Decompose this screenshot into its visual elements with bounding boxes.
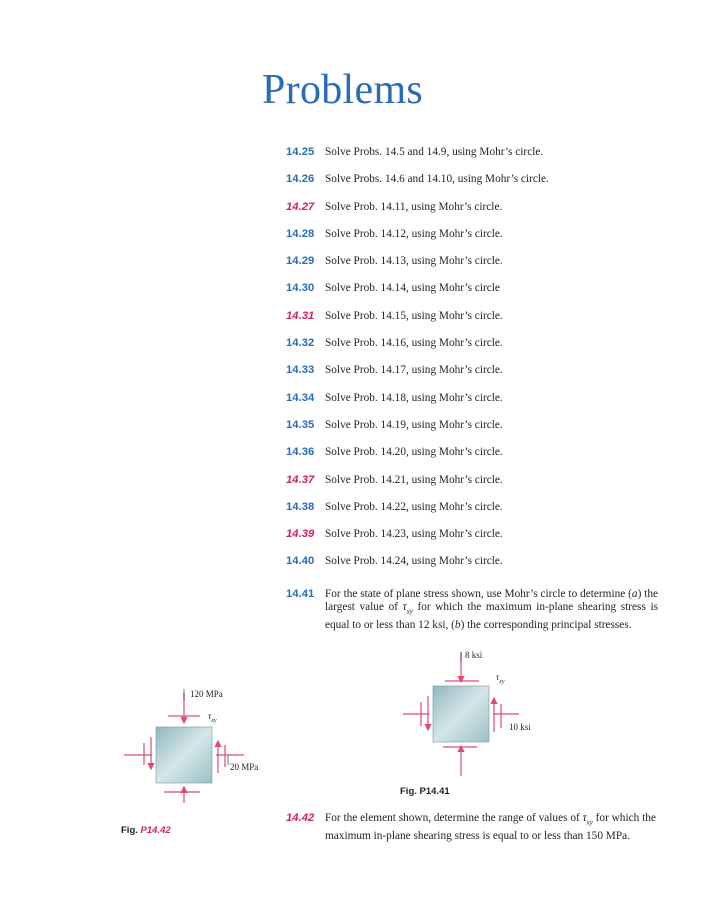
problem-number: 14.35 — [286, 418, 315, 431]
problem-text: Solve Prob. 14.15, using Mohr’s circle. — [325, 309, 503, 322]
problem-item — [286, 310, 658, 337]
problem-item — [286, 446, 658, 473]
problem-text: For the state of plane stress shown, use Mohr’s circle to determine (a) the largest value of $\tau_{xy}$ for which the maximum in-plane shearing stress is equal to or less than 12 ksi, (b) the corresponding principal stresses. — [325, 588, 658, 632]
fig42-caption: Fig. P14.42 — [121, 825, 171, 836]
fig41-top-label: 8 ksi — [465, 650, 483, 660]
problem-item — [286, 419, 658, 446]
problem-list — [286, 146, 658, 583]
problem-text: Solve Prob. 14.23, using Mohr’s circle. — [325, 528, 503, 541]
problem-item — [286, 501, 658, 528]
problem-14-41 — [286, 588, 658, 632]
problem-text: Solve Prob. 14.20, using Mohr’s circle. — [325, 446, 503, 459]
fig42-tau-label: $\tau_{xy}$ — [208, 711, 217, 724]
problem-text: Solve Prob. 14.22, using Mohr’s circle. — [325, 500, 503, 513]
problem-number: 14.32 — [286, 337, 315, 350]
problem-item — [286, 201, 658, 228]
problem-item — [286, 364, 658, 391]
problem-text: Solve Prob. 14.12, using Mohr’s circle. — [325, 227, 503, 240]
problem-number: 14.41 — [286, 588, 315, 600]
problem-item — [286, 282, 658, 309]
fig42-side-label: 20 MPa — [230, 762, 259, 772]
problem-item — [286, 528, 658, 555]
problem-text: Solve Prob. 14.18, using Mohr’s circle. — [325, 391, 503, 404]
problem-number: 14.37 — [286, 473, 315, 486]
problem-text: Solve Prob. 14.11, using Mohr’s circle. — [325, 200, 503, 213]
problem-number: 14.36 — [286, 446, 315, 459]
problem-number: 14.27 — [286, 200, 315, 213]
problem-number: 14.38 — [286, 500, 315, 513]
problem-number: 14.34 — [286, 391, 315, 404]
problem-text: Solve Prob. 14.19, using Mohr’s circle. — [325, 418, 503, 431]
problem-number: 14.42 — [286, 812, 315, 824]
problem-item — [286, 228, 658, 255]
problem-number: 14.26 — [286, 173, 315, 186]
problem-text: Solve Prob. 14.14, using Mohr’s circle — [325, 282, 500, 295]
figure-p14-41 — [395, 648, 535, 778]
problem-text: Solve Prob. 14.21, using Mohr’s circle. — [325, 473, 503, 486]
problem-number: 14.28 — [286, 227, 315, 240]
problem-text: Solve Prob. 14.24, using Mohr’s circle. — [325, 555, 503, 568]
fig41-side-label: 10 ksi — [509, 722, 531, 732]
problem-item — [286, 255, 658, 282]
problem-text: Solve Probs. 14.5 and 14.9, using Mohr’s circle. — [325, 146, 544, 158]
stress-element — [156, 727, 212, 783]
problem-item — [286, 392, 658, 419]
problem-14-42 — [286, 812, 658, 843]
problem-item — [286, 146, 658, 173]
problem-item — [286, 474, 658, 501]
problem-text: Solve Prob. 14.16, using Mohr’s circle. — [325, 337, 503, 350]
problem-text: Solve Prob. 14.17, using Mohr’s circle. — [325, 364, 503, 377]
problem-number: 14.25 — [286, 146, 315, 158]
problem-number: 14.39 — [286, 528, 315, 541]
problem-item — [286, 555, 658, 582]
problem-number: 14.31 — [286, 309, 315, 322]
problem-item — [286, 173, 658, 200]
fig41-caption: Fig. P14.41 — [400, 786, 450, 797]
problem-number: 14.29 — [286, 255, 315, 268]
problem-number: 14.30 — [286, 282, 315, 295]
problem-item — [286, 337, 658, 364]
page-title: Problems — [262, 67, 424, 113]
problem-text: Solve Probs. 14.6 and 14.10, using Mohr’s circle. — [325, 173, 549, 186]
problem-number: 14.40 — [286, 555, 315, 568]
problem-number: 14.33 — [286, 364, 315, 377]
problem-text: For the element shown, determine the range of values of $\tau_{xy}$ for which the maximum in-plane shearing stress is equal to or less than 150 MPa. — [325, 812, 656, 842]
fig41-tau-label: $\tau_{xy}$ — [496, 672, 505, 685]
fig42-top-label: 120 MPa — [190, 689, 223, 699]
figure-p14-42 — [120, 685, 250, 805]
problem-text: Solve Prob. 14.13, using Mohr’s circle. — [325, 255, 503, 268]
stress-element — [433, 686, 489, 742]
